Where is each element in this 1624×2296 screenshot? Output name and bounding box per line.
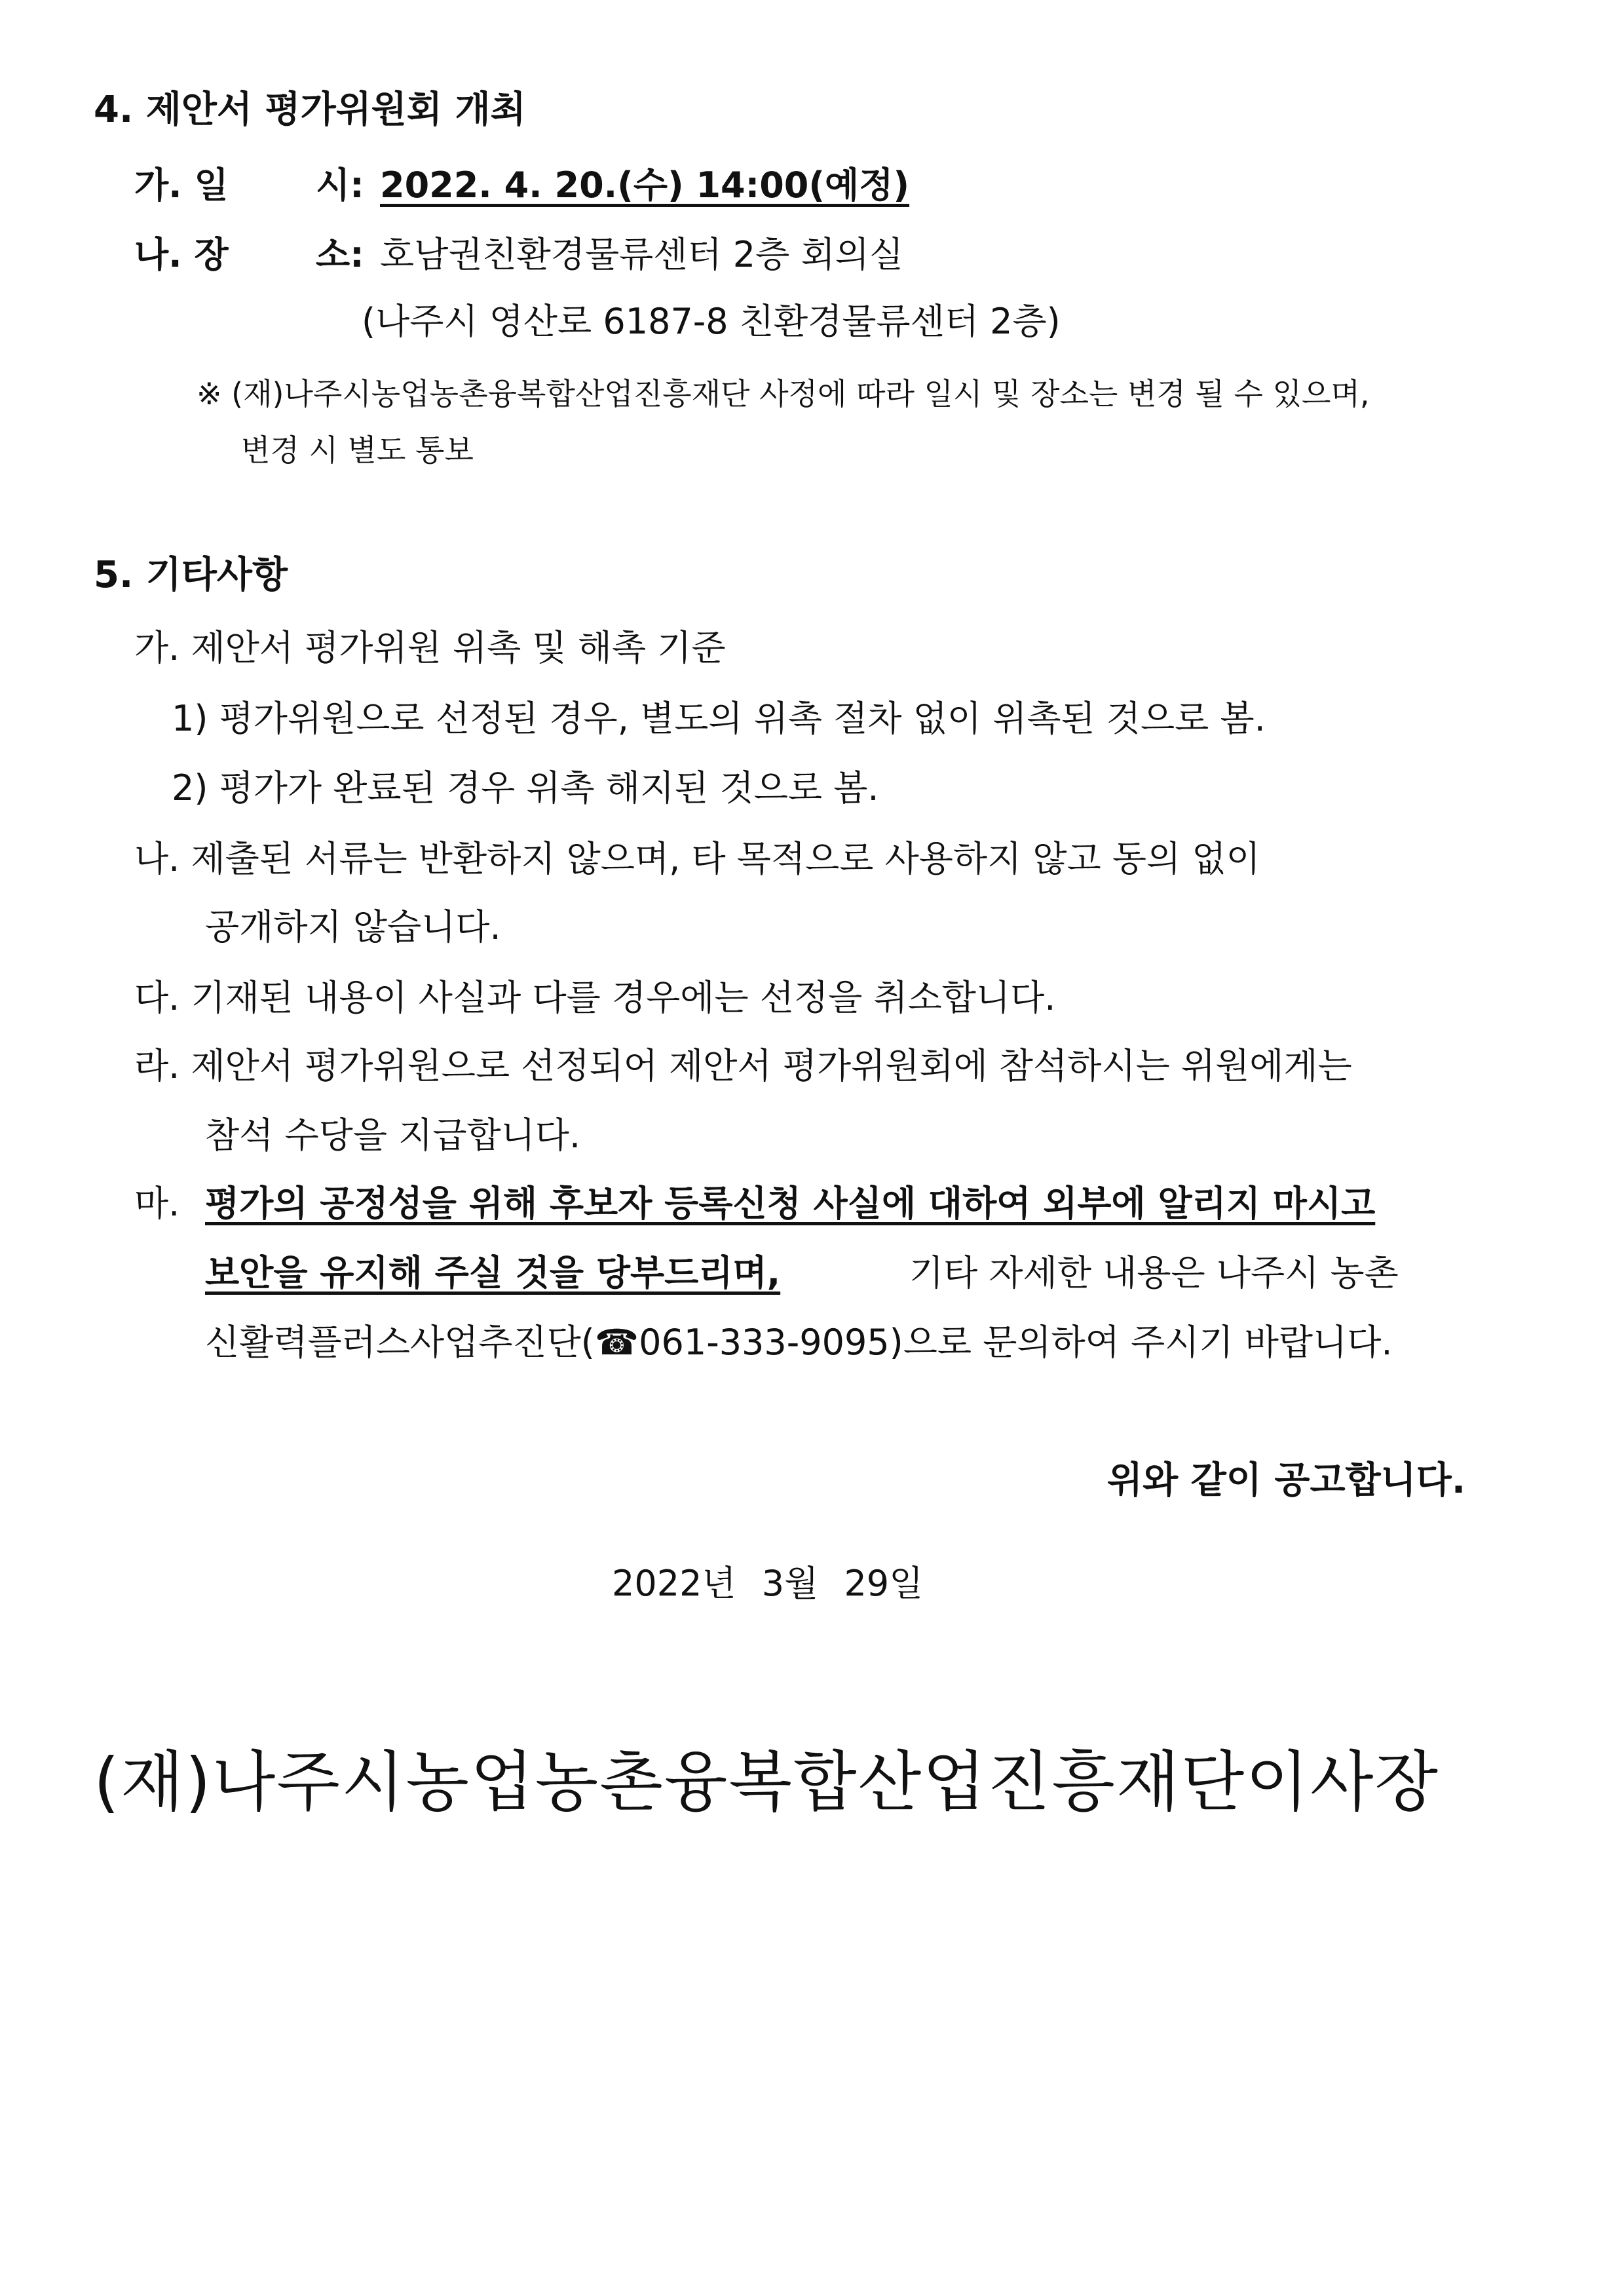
date-label: 가. 일 bbox=[134, 164, 229, 206]
signer-name: (재)나주시농업농촌융복합산업진흥재단이사장 bbox=[94, 1744, 1440, 1820]
item-ra-line1: 라. 제안서 평가위원으로 선정되어 제안서 평가위원회에 참석하시는 위원에게는 bbox=[134, 1045, 1352, 1086]
place-colon: 소: bbox=[316, 234, 364, 275]
item-na-line1: 나. 제출된 서류는 반환하지 않으며, 타 목적으로 사용하지 않고 동의 없이 bbox=[134, 838, 1260, 879]
date-colon: 시: bbox=[316, 164, 364, 206]
item-ga: 가. 제안서 평가위원 위촉 및 해촉 기준 bbox=[134, 627, 726, 668]
item-ga-1: 1) 평가위원으로 선정된 경우, 별도의 위촉 절차 없이 위촉된 것으로 봄. bbox=[172, 698, 1266, 739]
place-address: (나주시 영산로 6187-8 친환경물류센터 2층) bbox=[362, 301, 1061, 342]
item-ma-bold-line1: 평가의 공정성을 위해 후보자 등록신청 사실에 대하여 외부에 알리지 마시고 bbox=[205, 1183, 1376, 1224]
item-ma-bold-line2: 보안을 유지해 주실 것을 당부드리며, bbox=[205, 1252, 781, 1293]
item-ma-line3: 신활력플러스사업추진단(☎061-333-9095)으로 문의하여 주시기 바랍니다. bbox=[205, 1322, 1393, 1363]
item-ga-2: 2) 평가가 완료된 경우 위촉 해지된 것으로 봄. bbox=[172, 767, 879, 809]
item-ra-line2: 참석 수당을 지급합니다. bbox=[205, 1115, 581, 1156]
place-value: 호남권친환경물류센터 2층 회의실 bbox=[380, 234, 903, 275]
item-da: 다. 기재된 내용이 사실과 다를 경우에는 선정을 취소합니다. bbox=[134, 977, 1056, 1018]
closing-statement: 위와 같이 공고합니다. bbox=[1107, 1459, 1466, 1502]
item-ma-prefix: 마. bbox=[134, 1183, 180, 1224]
date-value: 2022. 4. 20.(수) 14:00(예정) bbox=[380, 164, 910, 206]
schedule-note-line2: 변경 시 별도 통보 bbox=[241, 432, 474, 468]
schedule-note-line1: ※ (재)나주시농업농촌융복합산업진흥재단 사정에 따라 일시 및 장소는 변경 될 수 있으며, bbox=[197, 376, 1370, 411]
section5-title: 5. 기타사항 bbox=[94, 554, 288, 596]
item-ma-rest-line2: 기타 자세한 내용은 나주시 농촌 bbox=[909, 1252, 1399, 1293]
place-label: 나. 장 bbox=[134, 234, 229, 275]
item-na-line2: 공개하지 않습니다. bbox=[205, 906, 501, 947]
closing-date: 2022년 3월 29일 bbox=[612, 1563, 924, 1604]
section4-title: 4. 제안서 평가위원회 개최 bbox=[94, 88, 526, 131]
